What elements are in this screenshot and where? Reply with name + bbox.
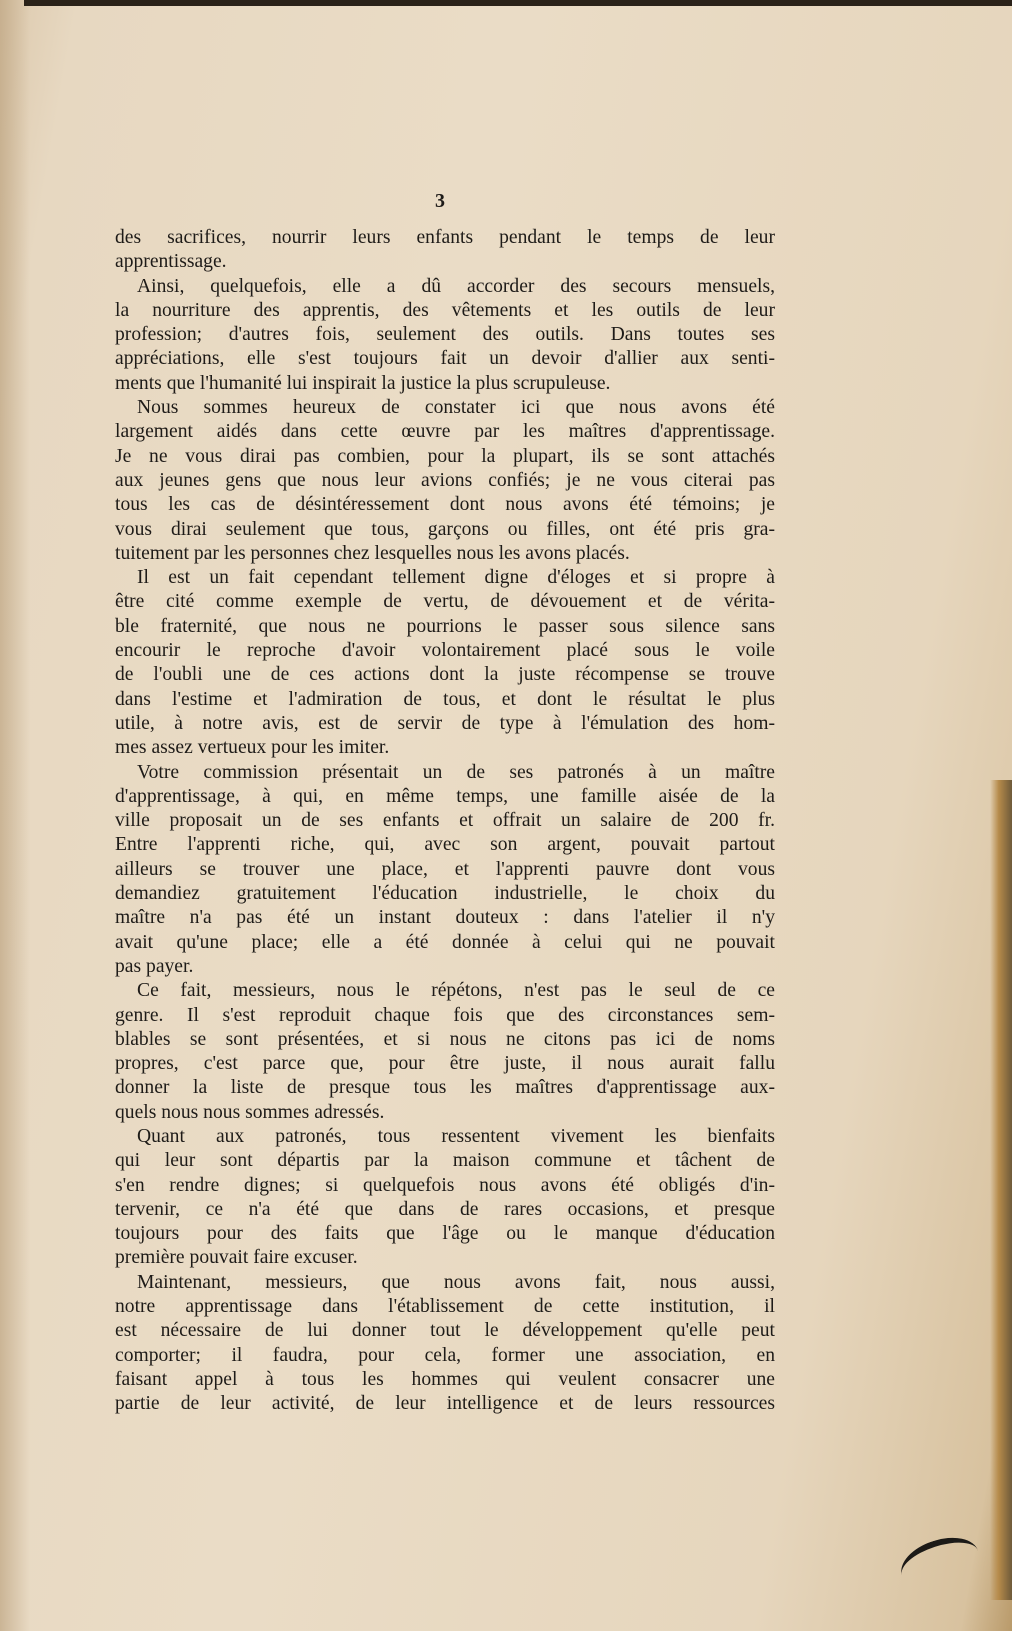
page-number: 3	[435, 190, 445, 212]
text-line: Quant aux patronés, tous ressentent vivement les bienfaits	[137, 1125, 775, 1147]
text-line: dans l'estime et l'admiration de tous, et dont le résultat le plus	[115, 688, 775, 710]
text-line: tuitement par les personnes chez lesquelles nous les avons placés.	[115, 542, 630, 564]
page-right-edge	[990, 780, 1012, 1600]
text-line: pas payer.	[115, 955, 194, 977]
text-line: aux jeunes gens que nous leur avions confiés; je ne vous citerai pas	[115, 469, 775, 491]
text-line: Entre l'apprenti riche, qui, avec son argent, pouvait partout	[115, 834, 775, 856]
body-text	[115, 226, 775, 1417]
text-line: ailleurs se trouver une place, et l'apprenti pauvre dont vous	[115, 858, 775, 880]
text-line: être cité comme exemple de vertu, de dévouement et de vérita-	[115, 591, 775, 613]
text-line: s'en rendre dignes; si quelquefois nous avons été obligés d'in-	[115, 1174, 775, 1196]
text-line: Votre commission présentait un de ses patronés à un maître	[137, 761, 775, 783]
text-line: notre apprentissage dans l'établissement de cette institution, il	[115, 1296, 775, 1318]
page-top-edge	[24, 0, 1012, 6]
page-gutter-shadow	[0, 0, 30, 1631]
text-line: genre. Il s'est reproduit chaque fois que des circonstances sem-	[115, 1004, 775, 1026]
text-line: demandiez gratuitement l'éducation industrielle, le choix du	[115, 883, 775, 905]
text-line: comporter; il faudra, pour cela, former une association, en	[115, 1344, 775, 1366]
text-line: maître n'a pas été un instant douteux : dans l'atelier il n'y	[115, 907, 775, 929]
text-line: Il est un fait cependant tellement digne d'éloges et si propre à	[137, 567, 775, 589]
text-line: avait qu'une place; elle a été donnée à celui qui ne pouvait	[115, 931, 775, 953]
text-line: première pouvait faire excuser.	[115, 1247, 358, 1269]
text-line: Je ne vous dirai pas combien, pour la plupart, ils se sont attachés	[115, 445, 775, 467]
text-line: des sacrifices, nourrir leurs enfants pendant le temps de leur	[115, 227, 775, 248]
text-line: de l'oubli une de ces actions dont la juste récompense se trouve	[115, 664, 775, 686]
text-line: faisant appel à tous les hommes qui veulent consacrer une	[115, 1368, 775, 1390]
text-line: tous les cas de désintéressement dont nous avons été témoins; je	[115, 494, 775, 516]
text-line: encourir le reproche d'avoir volontairement placé sous le voile	[115, 640, 775, 662]
text-line: qui leur sont départis par la maison commune et tâchent de	[115, 1150, 775, 1172]
text-line: Nous sommes heureux de constater ici que nous avons été	[137, 397, 775, 419]
text-line: partie de leur activité, de leur intelligence et de leurs ressources	[115, 1393, 775, 1415]
text-line: mes assez vertueux pour les imiter.	[115, 737, 390, 759]
text-line: donner la liste de presque tous les maîtres d'apprentissage aux-	[115, 1077, 775, 1099]
text-line: toujours pour des faits que l'âge ou le manque d'éducation	[115, 1223, 775, 1245]
text-line: tervenir, ce n'a été que dans de rares occasions, et presque	[115, 1198, 775, 1220]
text-line: Ce fait, messieurs, nous le répétons, n'est pas le seul de ce	[137, 980, 775, 1002]
text-line: propres, c'est parce que, pour être juste, il nous aurait fallu	[115, 1053, 775, 1075]
text-line: ville proposait un de ses enfants et offrait un salaire de 200 fr.	[115, 810, 775, 832]
text-line: quels nous nous sommes adressés.	[115, 1101, 385, 1123]
text-line: Ainsi, quelquefois, elle a dû accorder des secours mensuels,	[137, 275, 775, 297]
text-line: vous dirai seulement que tous, garçons ou filles, ont été pris gra-	[115, 518, 775, 540]
text-line: ble fraternité, que nous ne pourrions le passer sous silence sans	[115, 615, 775, 637]
text-line: apprentissage.	[115, 251, 227, 273]
text-line: utile, à notre avis, est de servir de type à l'émulation des hom-	[115, 712, 775, 734]
text-line: Maintenant, messieurs, que nous avons fait, nous aussi,	[137, 1271, 775, 1293]
corner-ink-mark	[895, 1529, 985, 1597]
text-line: profession; d'autres fois, seulement des outils. Dans toutes ses	[115, 324, 775, 346]
text-line: d'apprentissage, à qui, en même temps, une famille aisée de la	[115, 785, 775, 807]
text-line: largement aidés dans cette œuvre par les maîtres d'apprentissage.	[115, 421, 775, 443]
text-line: est nécessaire de lui donner tout le développement qu'elle peut	[115, 1320, 775, 1342]
text-line: la nourriture des apprentis, des vêtements et les outils de leur	[115, 299, 775, 321]
text-line: appréciations, elle s'est toujours fait un devoir d'allier aux senti-	[115, 348, 775, 370]
text-line: ments que l'humanité lui inspirait la justice la plus scrupuleuse.	[115, 372, 611, 394]
text-line: blables se sont présentées, et si nous ne citons pas ici de noms	[115, 1028, 775, 1050]
